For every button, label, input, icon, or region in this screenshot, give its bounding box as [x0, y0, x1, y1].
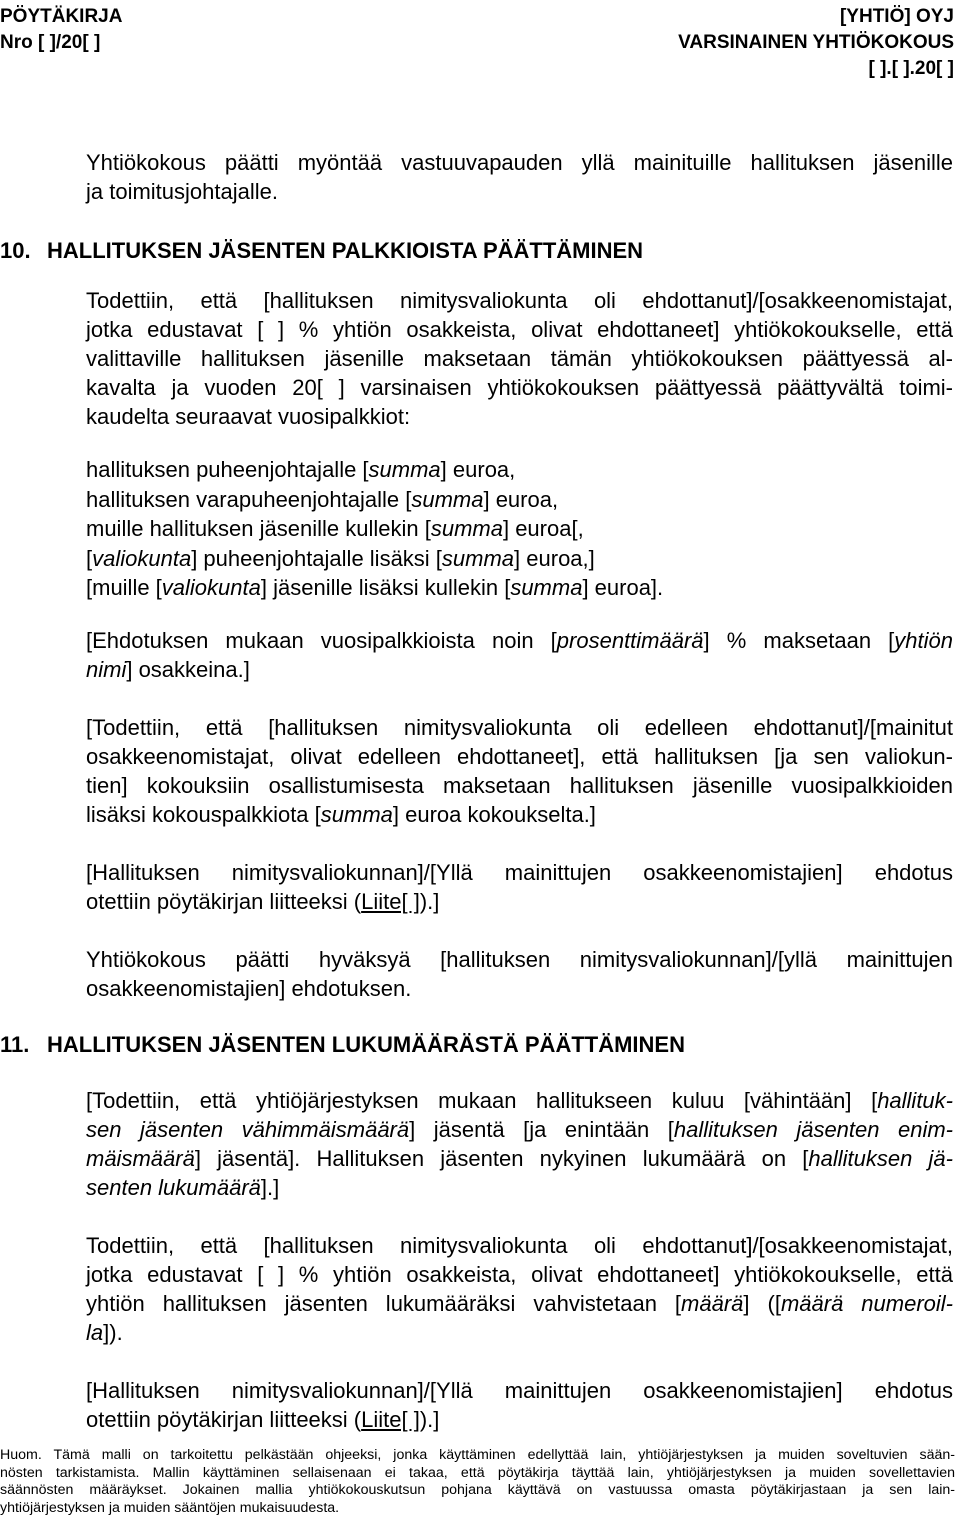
remuneration-proposal-paragraph: Todettiin, että [hallituksen nimitysvaliokunta oli ehdottanut]/[osakkeenomistajat, jotka edustavat [ ] % yhtiön osakkeista, olivat ehdottaneet] yhtiökokoukselle, että valittaville hallituksen jäsenille maksetaan tämän yhtiökokouksen päättyessä al- kavalta ja vuoden 20[ ] varsinaisen yhtiökokouksen päättyessä päättyvältä toimi- kaudelta seuraavat vuosipalkkiot:	[86, 288, 953, 429]
attachment-paragraph: [Hallituksen nimitysvaliokunnan]/[Yllä mainittujen osakkeenomistajien] ehdotus otettiin pöytäkirjan liitteeksi (Liite[ ]).]	[86, 859, 953, 914]
fees-list	[86, 455, 960, 603]
document-body	[0, 148, 960, 1434]
list-item: hallituksen varapuheenjohtajalle [summa] euroa,	[86, 486, 559, 512]
share-payment-paragraph: [Ehdotuksen mukaan vuosipalkkioista noin [prosenttimäärä] % maksetaan [yhtiön nimi] osakkeina.]	[86, 627, 953, 682]
approval-paragraph: Yhtiökokous päätti hyväksyä [hallituksen nimitysvaliokunnan]/[yllä mainittujen osakkeenomistajien] ehdotuksen.	[86, 946, 953, 1001]
section-10-heading: 10. HALLITUKSEN JÄSENTEN PALKKIOISTA PÄÄTTÄMINEN	[0, 238, 644, 263]
document-number: Nro [ ]/20[ ]	[0, 32, 101, 53]
disclaimer-footer: Huom. Tämä malli on tarkoitettu pelkästään ohjeeksi, jonka käyttäminen edellyttää lain, yhtiöjärjestyksen ja muiden soveltuvien sään- nösten tarkistamista. Mallin käyttäminen sellaisenaan ei takaa, että pöytäkirja täyttää lain, yhtiöjärjestyksen ja muiden sovellettavien säännösten määräykset. Jokainen mallia yhtiökokouskutsun pohjana käyttävä on vastuussa omasta pöytäkirjastaan ja sen lain- yhtiöjärjestyksen ja muiden sääntöjen mukaisuudesta.	[0, 1447, 955, 1516]
attachment-reference: Liite[ ]	[361, 1406, 420, 1432]
meeting-fee-paragraph: [Todettiin, että [hallituksen nimitysvaliokunta oli edelleen ehdottanut]/[mainitut osakkeenomistajat, olivat edelleen ehdottaneet], että hallituksen [ja sen valiokun- tien] kokouksiin osallistumisesta maksetaan hallituksen jäsenille vuosipalkkioiden lisäksi kokouspalkkiota [summa] euroa kokoukselta.]	[86, 714, 953, 827]
board-size-attachment-paragraph: [Hallituksen nimitysvaliokunnan]/[Yllä mainittujen osakkeenomistajien] ehdotus otettiin pöytäkirjan liitteeksi (Liite[ ]).]	[86, 1377, 953, 1432]
board-size-articles-paragraph: [Todettiin, että yhtiöjärjestyksen mukaan hallitukseen kuluu [vähintään] [hallituk- sen jäsenten vähimmäismäärä] jäsentä [ja enintään [hallituksen jäsenten enim- mäismäärä] jäsentä]. Hallituksen jäsenten nykyinen lukumäärä on [hallituksen jä- senten lukumäärä].]	[86, 1087, 954, 1200]
list-item: [valiokunta] puheenjohtajalle lisäksi [summa] euroa,]	[86, 545, 595, 571]
meeting-date: [ ].[ ].20[ ]	[868, 58, 954, 79]
document-type: PÖYTÄKIRJA	[0, 6, 123, 27]
meeting-name: VARSINAINEN YHTIÖKOKOUS	[678, 32, 954, 53]
attachment-reference: Liite[ ]	[361, 888, 420, 914]
section-11-heading: 11. HALLITUKSEN JÄSENTEN LUKUMÄÄRÄSTÄ PÄÄTTÄMINEN	[0, 1031, 685, 1057]
list-item: muille hallituksen jäsenille kullekin [summa] euroa[,	[86, 516, 584, 541]
company-name: [YHTIÖ] OYJ	[839, 6, 954, 27]
header-left	[0, 4, 122, 56]
board-size-proposal-paragraph: Todettiin, että [hallituksen nimitysvaliokunta oli ehdottanut]/[osakkeenomistajat, jotka edustavat [ ] % yhtiön osakkeista, olivat ehdottaneet] yhtiökokoukselle, että yhtiön hallituksen jäsenten lukumääräksi vahvistetaan [määrä] ([määrä numeroil- la]).	[86, 1232, 953, 1345]
list-item: [muille [valiokunta] jäsenille lisäksi kullekin [summa] euroa].	[86, 575, 664, 600]
list-item: hallituksen puheenjohtajalle [summa] euroa,	[86, 457, 516, 482]
discharge-paragraph: Yhtiökokous päätti myöntää vastuuvapauden yllä mainituille hallituksen jäsenille ja toimitusjohtajalle.	[86, 150, 953, 204]
header-right	[678, 4, 954, 82]
